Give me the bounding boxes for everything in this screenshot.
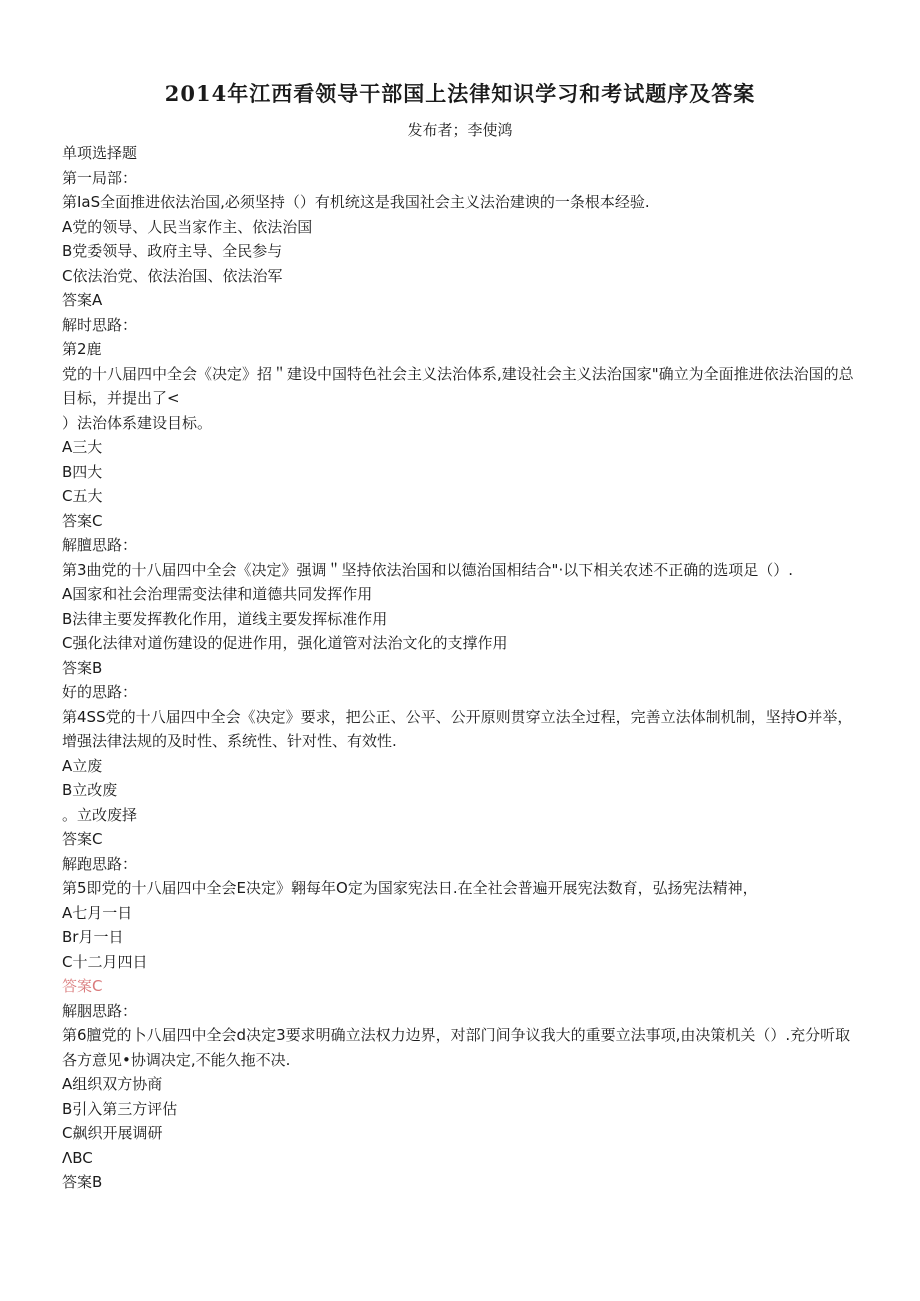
question-2-option-a: A三大 — [62, 438, 103, 456]
question-3: 第3曲党的十八届四中全会《决定》强调＂坚持依法治国和以德治国相结合"·以下相关农述不正确的选项足（）. — [62, 560, 793, 579]
question-4: 第4SS党的十八届四中全会《决定》要求，把公正、公平、公开原则贯穿立法全过程，完善立法体制机制，坚持O并举，增强法律法规的及时性、系统性、针对性、有效性. — [62, 707, 853, 750]
question-6-option-abc: ΛBC — [62, 1148, 93, 1167]
question-5-answer: 答案C — [62, 977, 103, 995]
question-2-answer: 答案C — [62, 511, 103, 530]
document-author: 发布者；李使鸿 — [407, 121, 513, 139]
question-6: 第6膻党的卜八届四中全会d决定3要求明确立法权力边界，对部门间争议我大的重要立法事项,由决策机关（）.充分听取各方意见•协调决定,不能久拖不决. — [62, 1026, 851, 1069]
question-6-answer: 答案B — [62, 1173, 103, 1191]
question-2-number: 第2鹿 — [62, 340, 102, 358]
question-4-option-c: 。立改废择 — [62, 805, 138, 824]
question-4-answer: 答案C — [62, 830, 103, 848]
question-3-option-b: B法律主要发挥教化作用，道线主要发挥标准作用 — [62, 609, 388, 628]
question-5: 第5即党的十八届四中全会E决定》翱每年O定为国家宪法日.在全社会普遍开展宪法数育，弘扬宪法精神， — [62, 879, 758, 897]
question-5-analysis: 解胭思路： — [62, 1001, 138, 1020]
question-5-option-c: C十二月四日 — [62, 952, 148, 971]
question-2-continued: ）法治体系建设目标。 — [62, 413, 213, 432]
question-5-option-b: Br月一日 — [62, 928, 124, 946]
question-3-analysis: 好的思路： — [62, 683, 138, 701]
question-6-option-a: A组织双方协商 — [62, 1075, 163, 1093]
question-6-option-b: B引入第三方评估 — [62, 1099, 178, 1118]
question-2: 党的十八届四中全会《决定》招＂建设中国特色社会主义法治体系,建设社会主义法治国家"确立为全面推进依法治国的总目标，并提出了< — [62, 364, 854, 407]
question-2-option-c: C五大 — [62, 487, 103, 505]
section-heading: 单项选择题 — [62, 144, 138, 162]
question-1-option-c: C依法治党、依法治国、依法治军 — [62, 266, 283, 285]
question-5-option-a: A七月一日 — [62, 903, 133, 922]
question-1-analysis: 解时思路： — [62, 315, 138, 334]
question-1-answer: 答案A — [62, 291, 103, 309]
question-2-analysis: 解膻思路： — [62, 536, 138, 554]
question-1-option-a: A党的领导、人民当家作主、依法治国 — [62, 217, 313, 236]
question-4-analysis: 解跑思路： — [62, 854, 138, 873]
question-4-option-a: A立废 — [62, 756, 103, 775]
question-3-answer: 答案B — [62, 658, 103, 677]
question-6-option-c: C飙织开展调研 — [62, 1124, 163, 1142]
document-body — [62, 141, 858, 1195]
question-1-option-b: B党委领导、政府主导、全民参与 — [62, 242, 283, 260]
question-3-option-a: A国家和社会治理需变法律和道德共同发挥作用 — [62, 585, 373, 603]
document-title: 2014年江西看领导干部国上法律知识学习和考试题序及答案 — [164, 81, 756, 106]
question-2-option-b: B四大 — [62, 462, 103, 481]
part-heading: 第一局部： — [62, 168, 138, 187]
question-3-option-c: C强化法律对道伤建设的促进作用，强化道管对法治文化的支撑作用 — [62, 634, 508, 652]
question-4-option-b: B立改废 — [62, 781, 118, 799]
question-1: 第IaS全面推进依法治国,必须坚持（）有机统这是我国社会主义法治建谀的一条根本经验. — [62, 193, 650, 211]
